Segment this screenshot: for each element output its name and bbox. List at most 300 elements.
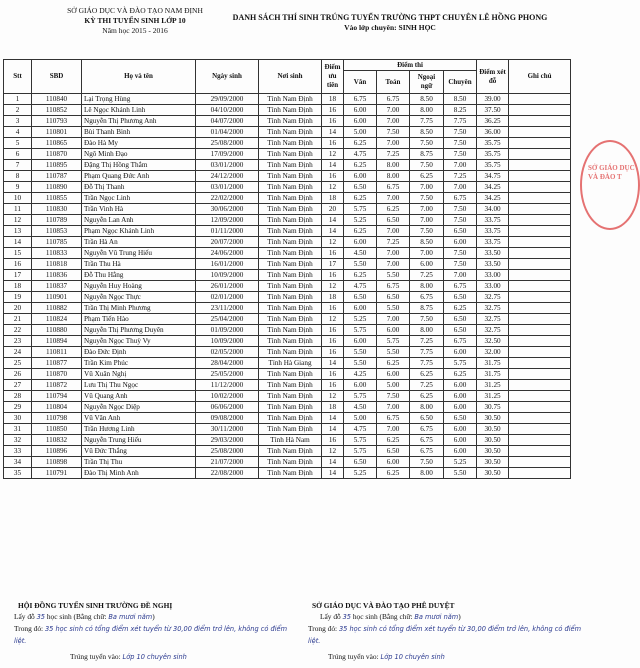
footer-left	[14, 600, 299, 663]
table-cell: 5.75	[344, 435, 377, 446]
table-cell: 110789	[32, 215, 82, 226]
table-cell: 11/12/2000	[196, 380, 259, 391]
table-cell: 110880	[32, 325, 82, 336]
table-cell: 12	[322, 314, 344, 325]
table-cell: 33.75	[477, 237, 509, 248]
table-cell: 110830	[32, 204, 82, 215]
table-cell: Đào Đức Định	[82, 347, 196, 358]
table-cell: 7.50	[410, 138, 444, 149]
table-cell: 24	[4, 347, 32, 358]
table-cell: 110836	[32, 270, 82, 281]
table-cell: 4.50	[344, 248, 377, 259]
note-cell	[509, 127, 571, 138]
table-cell: 7.25	[377, 149, 410, 160]
table-cell: 16	[322, 347, 344, 358]
table-cell: 6.00	[444, 402, 477, 413]
table-cell: 5.25	[444, 457, 477, 468]
table-cell: Nguyễn Thị Phương Anh	[82, 116, 196, 127]
table-cell: 110837	[32, 281, 82, 292]
exam-name: KỲ THI TUYỂN SINH LỚP 10	[84, 16, 186, 25]
table-cell: 30/06/2000	[196, 204, 259, 215]
table-cell: 35	[4, 468, 32, 479]
table-row	[4, 259, 571, 270]
table-cell: 18	[4, 281, 32, 292]
table-cell: 29	[4, 402, 32, 413]
table-row	[4, 391, 571, 402]
table-cell: 17/09/2000	[196, 149, 259, 160]
table-cell: Tỉnh Nam Định	[259, 391, 322, 402]
table-cell: 5.75	[344, 391, 377, 402]
table-cell: 34.25	[477, 193, 509, 204]
table-cell: 7.00	[377, 259, 410, 270]
table-cell: 16	[4, 259, 32, 270]
table-cell: 4.75	[344, 281, 377, 292]
table-cell: Nguyễn Ngọc Thực	[82, 292, 196, 303]
note-cell	[509, 424, 571, 435]
table-cell: 32.00	[477, 347, 509, 358]
table-row	[4, 468, 571, 479]
table-cell: Nguyễn Trung Hiếu	[82, 435, 196, 446]
table-cell: 6.25	[377, 468, 410, 479]
table-cell: 32.75	[477, 325, 509, 336]
table-cell: 4	[4, 127, 32, 138]
table-cell: 26	[4, 369, 32, 380]
table-cell: 7.25	[410, 336, 444, 347]
table-cell: Đào Thị Minh Anh	[82, 468, 196, 479]
table-cell: 6.75	[410, 292, 444, 303]
table-cell: Tỉnh Nam Định	[259, 413, 322, 424]
col-toan: Toán	[377, 71, 410, 94]
col-scores: Điểm thi	[344, 60, 477, 71]
table-cell: 03/01/2000	[196, 182, 259, 193]
table-row	[4, 182, 571, 193]
table-cell: 110850	[32, 424, 82, 435]
table-cell: 01/04/2000	[196, 127, 259, 138]
table-cell: 33.00	[477, 281, 509, 292]
table-cell: 17	[322, 259, 344, 270]
table-cell: 6.00	[344, 237, 377, 248]
table-cell: 25/08/2000	[196, 446, 259, 457]
table-cell: 20	[322, 204, 344, 215]
table-cell: 31	[4, 424, 32, 435]
table-cell: 6.25	[344, 226, 377, 237]
table-row	[4, 94, 571, 105]
table-cell: 7.25	[410, 380, 444, 391]
table-cell: 6.50	[444, 226, 477, 237]
table-cell: 7.00	[377, 138, 410, 149]
table-cell: 5.75	[344, 446, 377, 457]
table-cell: 33.00	[477, 270, 509, 281]
table-cell: 7.00	[377, 248, 410, 259]
table-cell: 16	[322, 270, 344, 281]
table-cell: 6.25	[444, 369, 477, 380]
table-cell: 6.00	[377, 369, 410, 380]
table-cell: Tỉnh Nam Định	[259, 457, 322, 468]
table-cell: Tỉnh Nam Định	[259, 468, 322, 479]
table-cell: 31.75	[477, 369, 509, 380]
table-cell: 110818	[32, 259, 82, 270]
table-cell: 5.75	[377, 336, 410, 347]
table-cell: 14	[322, 413, 344, 424]
table-cell: 18	[322, 292, 344, 303]
footer-left-admit: Trúng tuyển vào: Lớp 10 chuyên sinh	[70, 652, 187, 661]
table-cell: 20/07/2000	[196, 237, 259, 248]
table-cell: 7.00	[377, 226, 410, 237]
table-cell: Tỉnh Nam Định	[259, 193, 322, 204]
note-cell	[509, 248, 571, 259]
table-cell: Trần Thị Minh Phương	[82, 303, 196, 314]
table-cell: Tỉnh Nam Định	[259, 204, 322, 215]
col-dob: Ngày sinh	[196, 60, 259, 94]
table-cell: 110794	[32, 391, 82, 402]
col-van: Văn	[344, 71, 377, 94]
table-cell: Vũ Văn Anh	[82, 413, 196, 424]
table-cell: 6.75	[377, 182, 410, 193]
table-cell: 16	[322, 369, 344, 380]
table-cell: 7.50	[410, 314, 444, 325]
table-cell: 32	[4, 435, 32, 446]
note-cell	[509, 391, 571, 402]
table-cell: 16	[322, 435, 344, 446]
table-cell: 6.50	[444, 292, 477, 303]
table-cell: 25/05/2000	[196, 369, 259, 380]
table-cell: Lại Trọng Hùng	[82, 94, 196, 105]
table-cell: 36.25	[477, 116, 509, 127]
table-row	[4, 149, 571, 160]
table-cell: 110855	[32, 193, 82, 204]
table-cell: Tỉnh Nam Định	[259, 138, 322, 149]
table-cell: Bùi Thanh Bình	[82, 127, 196, 138]
table-cell: 16	[322, 336, 344, 347]
table-cell: 06/06/2000	[196, 402, 259, 413]
table-cell: 17	[4, 270, 32, 281]
table-row	[4, 380, 571, 391]
footer-left-count: Lấy đỗ 35 học sinh (Bằng chữ: Ba mươi năm)	[14, 612, 155, 621]
table-cell: 33.75	[477, 215, 509, 226]
table-cell: 6.00	[444, 435, 477, 446]
table-cell: 32.75	[477, 314, 509, 325]
table-cell: 30.50	[477, 457, 509, 468]
table-cell: 35.75	[477, 149, 509, 160]
table-cell: 9	[4, 182, 32, 193]
table-cell: 7.50	[377, 127, 410, 138]
table-cell: Vũ Quang Anh	[82, 391, 196, 402]
table-cell: 31.25	[477, 380, 509, 391]
table-cell: 7.00	[377, 193, 410, 204]
table-cell: 110785	[32, 237, 82, 248]
results-table	[3, 59, 571, 479]
table-cell: Trần Thu Hà	[82, 259, 196, 270]
table-cell: 110801	[32, 127, 82, 138]
table-cell: Tỉnh Nam Định	[259, 215, 322, 226]
table-row	[4, 193, 571, 204]
table-cell: 5.50	[377, 347, 410, 358]
table-cell: Tỉnh Nam Định	[259, 380, 322, 391]
footer-right-admit: Trúng tuyển vào: Lớp 10 chuyên sinh	[328, 652, 445, 661]
table-cell: 10	[4, 193, 32, 204]
table-cell: Tỉnh Nam Định	[259, 116, 322, 127]
col-place: Nơi sinh	[259, 60, 322, 94]
note-cell	[509, 259, 571, 270]
table-cell: Tỉnh Nam Định	[259, 303, 322, 314]
table-cell: 04/07/2000	[196, 116, 259, 127]
table-cell: 30.50	[477, 424, 509, 435]
table-row	[4, 138, 571, 149]
table-cell: 6.25	[377, 204, 410, 215]
table-cell: Trần Hương Linh	[82, 424, 196, 435]
table-cell: 6.00	[444, 446, 477, 457]
table-row	[4, 347, 571, 358]
table-cell: 6.00	[444, 424, 477, 435]
table-cell: 31.25	[477, 391, 509, 402]
table-cell: Vũ Đức Thắng	[82, 446, 196, 457]
table-cell: 6.00	[444, 237, 477, 248]
table-cell: 33	[4, 446, 32, 457]
table-cell: Phạm Ngọc Khánh Linh	[82, 226, 196, 237]
table-cell: 14	[4, 237, 32, 248]
table-cell: 29/09/2000	[196, 94, 259, 105]
table-row	[4, 358, 571, 369]
table-cell: 39.00	[477, 94, 509, 105]
table-cell: 30	[4, 413, 32, 424]
table-cell: Tỉnh Nam Định	[259, 281, 322, 292]
table-row	[4, 248, 571, 259]
table-cell: 7.00	[377, 314, 410, 325]
table-cell: 5.75	[344, 204, 377, 215]
table-cell: 03/01/2000	[196, 160, 259, 171]
footer-right-detail: Trong đó: 35 học sinh có tổng điểm xét tuyển từ 30,00 điểm trở lên, không có điểm liệt.	[308, 624, 582, 645]
table-cell: 20	[4, 303, 32, 314]
table-cell: 7.75	[410, 358, 444, 369]
school-year: Năm học 2015 - 2016	[102, 26, 168, 35]
note-cell	[509, 182, 571, 193]
table-cell: Đào Hà My	[82, 138, 196, 149]
table-cell: 5.25	[344, 314, 377, 325]
footer-right	[308, 600, 593, 663]
table-cell: 7.00	[444, 160, 477, 171]
table-cell: 30.50	[477, 468, 509, 479]
table-cell: 7.00	[410, 248, 444, 259]
table-cell: 34.25	[477, 182, 509, 193]
table-cell: 27	[4, 380, 32, 391]
table-cell: 10/02/2000	[196, 391, 259, 402]
table-cell: 14	[322, 215, 344, 226]
table-row	[4, 292, 571, 303]
table-cell: 6.25	[410, 369, 444, 380]
note-cell	[509, 116, 571, 127]
table-cell: 110833	[32, 248, 82, 259]
table-cell: Tỉnh Nam Định	[259, 369, 322, 380]
note-cell	[509, 402, 571, 413]
table-cell: 22	[4, 325, 32, 336]
table-cell: 6.50	[377, 292, 410, 303]
table-cell: 7.50	[444, 248, 477, 259]
table-cell: 16	[322, 116, 344, 127]
table-cell: 7.25	[444, 171, 477, 182]
table-row	[4, 160, 571, 171]
table-cell: 5.50	[344, 347, 377, 358]
document-subtitle: Vào lớp chuyên: SINH HỌC	[344, 23, 436, 32]
table-cell: 6.50	[377, 215, 410, 226]
table-cell: 16	[322, 303, 344, 314]
table-cell: 37.50	[477, 105, 509, 116]
table-cell: 7.50	[410, 160, 444, 171]
table-cell: 110890	[32, 182, 82, 193]
table-cell: 7.50	[444, 215, 477, 226]
table-cell: 5.50	[344, 358, 377, 369]
table-cell: 7.50	[444, 149, 477, 160]
note-cell	[509, 193, 571, 204]
table-cell: Trần Ngọc Linh	[82, 193, 196, 204]
table-cell: 5	[4, 138, 32, 149]
table-cell: 32.75	[477, 303, 509, 314]
table-cell: Tỉnh Nam Định	[259, 402, 322, 413]
note-cell	[509, 358, 571, 369]
table-cell: Tỉnh Nam Định	[259, 347, 322, 358]
table-cell: Tỉnh Nam Định	[259, 105, 322, 116]
table-cell: 5.50	[377, 270, 410, 281]
table-cell: Tỉnh Nam Định	[259, 325, 322, 336]
table-cell: 6.50	[344, 182, 377, 193]
table-cell: 29/03/2000	[196, 435, 259, 446]
table-cell: 5.00	[344, 413, 377, 424]
table-cell: 30.50	[477, 435, 509, 446]
table-cell: 6.00	[344, 105, 377, 116]
table-cell: 5.00	[377, 380, 410, 391]
table-cell: Trần Hà An	[82, 237, 196, 248]
table-cell: 19	[4, 292, 32, 303]
table-cell: 16	[322, 138, 344, 149]
table-cell: 12	[322, 446, 344, 457]
col-specialty: Chuyên	[444, 71, 477, 94]
footer-right-title: SỞ GIÁO DỤC VÀ ĐÀO TẠO PHÊ DUYỆT	[312, 601, 455, 610]
table-cell: 5.00	[344, 127, 377, 138]
note-cell	[509, 336, 571, 347]
table-cell: 110872	[32, 380, 82, 391]
table-cell: 6.00	[344, 380, 377, 391]
table-cell: 35.75	[477, 160, 509, 171]
table-cell: 12	[322, 281, 344, 292]
table-row	[4, 204, 571, 215]
col-name: Họ và tên	[82, 60, 196, 94]
table-cell: 8.50	[410, 237, 444, 248]
table-cell: 110811	[32, 347, 82, 358]
table-cell: 31.75	[477, 358, 509, 369]
table-cell: Nguyễn Lan Anh	[82, 215, 196, 226]
header-right	[190, 13, 590, 33]
note-cell	[509, 325, 571, 336]
table-cell: 14	[322, 457, 344, 468]
table-cell: 16	[322, 380, 344, 391]
table-cell: 14	[322, 226, 344, 237]
table-cell: 02/05/2000	[196, 347, 259, 358]
note-cell	[509, 94, 571, 105]
table-cell: 5.50	[344, 259, 377, 270]
note-cell	[509, 303, 571, 314]
table-cell: 6.25	[344, 270, 377, 281]
table-cell: 23/11/2000	[196, 303, 259, 314]
table-cell: 2	[4, 105, 32, 116]
table-cell: 5.75	[444, 358, 477, 369]
table-cell: 6.00	[444, 347, 477, 358]
table-cell: 28/04/2000	[196, 358, 259, 369]
table-cell: 6.75	[444, 281, 477, 292]
table-row	[4, 303, 571, 314]
table-cell: 6.25	[344, 193, 377, 204]
table-cell: 110798	[32, 413, 82, 424]
document-title: DANH SÁCH THÍ SINH TRÚNG TUYỂN TRƯỜNG THPT CHUYÊN LÊ HỒNG PHONG	[232, 13, 548, 22]
table-cell: 12	[322, 391, 344, 402]
table-cell: Tỉnh Nam Định	[259, 149, 322, 160]
table-row	[4, 270, 571, 281]
table-cell: 7.00	[410, 204, 444, 215]
table-cell: 110894	[32, 336, 82, 347]
table-cell: 110852	[32, 105, 82, 116]
table-cell: 6.50	[344, 457, 377, 468]
table-row	[4, 424, 571, 435]
table-cell: Nguyễn Thị Phương Duyên	[82, 325, 196, 336]
table-cell: 12	[4, 215, 32, 226]
table-cell: 6.25	[344, 160, 377, 171]
table-row	[4, 226, 571, 237]
note-cell	[509, 468, 571, 479]
table-cell: 7.50	[444, 259, 477, 270]
table-cell: Ngô Minh Đạo	[82, 149, 196, 160]
table-cell: Tỉnh Nam Định	[259, 259, 322, 270]
table-cell: 6.00	[377, 325, 410, 336]
table-cell: Tỉnh Nam Định	[259, 424, 322, 435]
table-cell: 6.50	[377, 446, 410, 457]
table-cell: 7.50	[410, 193, 444, 204]
table-row	[4, 281, 571, 292]
table-cell: 6.75	[377, 94, 410, 105]
table-cell: 110882	[32, 303, 82, 314]
table-cell: 21/07/2000	[196, 457, 259, 468]
table-cell: 7.50	[377, 391, 410, 402]
table-cell: Tỉnh Nam Định	[259, 226, 322, 237]
table-cell: 110896	[32, 446, 82, 457]
table-cell: 21	[4, 314, 32, 325]
col-note: Ghi chú	[509, 60, 571, 94]
table-cell: Nguyễn Ngọc Diệp	[82, 402, 196, 413]
table-cell: 12	[322, 237, 344, 248]
table-cell: 110793	[32, 116, 82, 127]
table-cell: 8.00	[410, 281, 444, 292]
table-cell: 6.25	[410, 171, 444, 182]
table-cell: 6.50	[444, 314, 477, 325]
table-cell: 22/02/2000	[196, 193, 259, 204]
table-cell: 6.75	[444, 336, 477, 347]
table-cell: 6.00	[410, 259, 444, 270]
col-stt: Stt	[4, 60, 32, 94]
table-cell: 7.25	[377, 237, 410, 248]
table-cell: 3	[4, 116, 32, 127]
table-row	[4, 237, 571, 248]
table-cell: 110901	[32, 292, 82, 303]
table-cell: 6	[4, 149, 32, 160]
table-cell: Phạm Tiến Hào	[82, 314, 196, 325]
table-cell: Tỉnh Nam Định	[259, 446, 322, 457]
table-cell: 6.50	[344, 292, 377, 303]
table-cell: 6.75	[410, 424, 444, 435]
table-cell: 14	[322, 424, 344, 435]
table-cell: 14	[322, 468, 344, 479]
table-cell: 4.50	[344, 402, 377, 413]
table-cell: 1	[4, 94, 32, 105]
table-cell: 22/08/2000	[196, 468, 259, 479]
table-cell: 7.00	[377, 402, 410, 413]
table-row	[4, 336, 571, 347]
